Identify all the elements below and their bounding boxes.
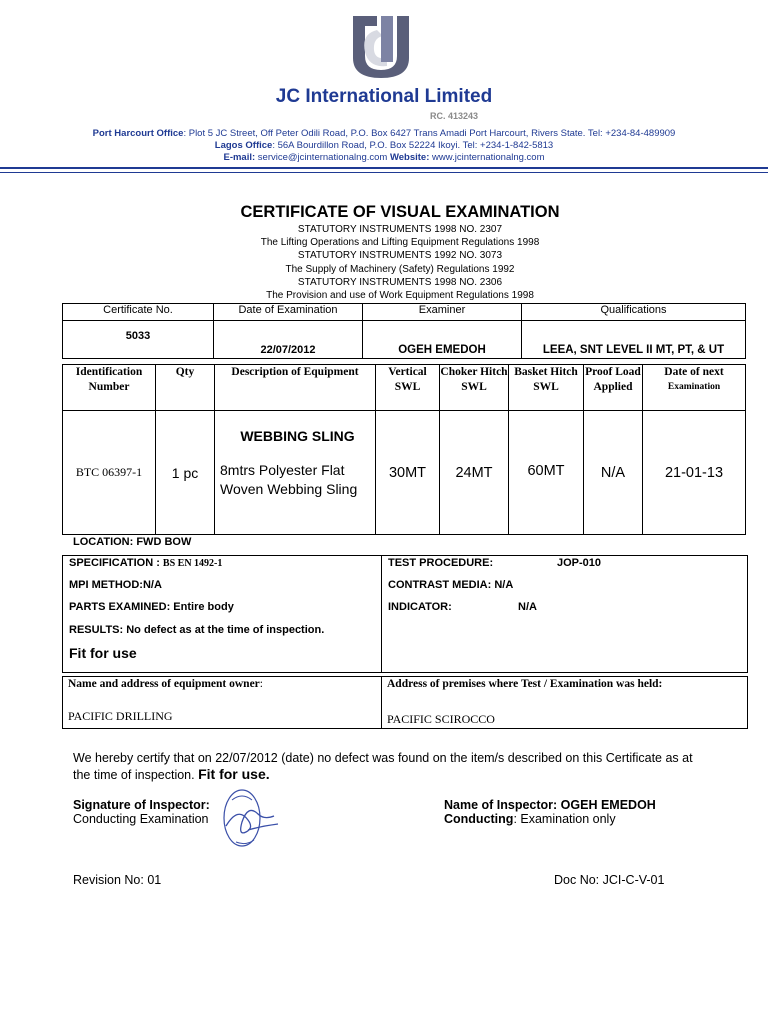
lagos-text: : 56A Bourdillon Road, P.O. Box 52224 Ikoyi. Tel: +234-1-842-5813 [272,140,554,151]
conducting-value: : Examination only [513,812,616,826]
port-harcourt-label: Port Harcourt Office [92,128,184,139]
header-proof-load: Proof Load Applied [584,365,643,411]
company-name: JC International Limited [275,86,493,107]
statute-line: The Lifting Operations and Lifting Equipment Regulations 1998 [260,237,540,248]
equipment-desc-line: Woven Webbing Sling [220,481,358,497]
header-choker-swl: Choker Hitch SWL [440,365,509,411]
header-certificate-no: Certificate No. [63,304,214,321]
header-description: Description of Equipment [215,365,376,411]
spec-box [62,555,748,673]
conducting-label: Conducting [444,812,514,826]
results: RESULTS: No defect as at the time of inspection. [69,624,325,636]
parts-examined: PARTS EXAMINED: Entire body [69,601,234,613]
header-next-exam [643,365,746,411]
equipment-id: BTC 06397-1 [63,411,156,535]
equipment-row [63,411,746,535]
header-next-exam-label: Date of next [664,366,724,378]
statute-line: STATUTORY INSTRUMENTS 1998 NO. 2306 [297,277,503,288]
mpi-method: MPI METHOD:N/A [69,579,162,591]
specification-value: BS EN 1492-1 [162,558,223,569]
certify-line: We hereby certify that on 22/07/2012 (date) no defect was found on the item/s described on this Certificate as at [73,751,693,765]
basket-swl: 60MT [509,411,584,535]
certify-fit-for-use: Fit for use. [198,766,270,782]
equipment-table [62,364,746,535]
port-harcourt-address [0,128,768,140]
contact-line [0,152,768,164]
contrast-media: CONTRAST MEDIA: N/A [388,579,514,591]
header-basket-swl: Basket Hitch SWL [509,365,584,411]
owner-label-text: Name and address of equipment owner [68,678,260,690]
vertical-swl: 30MT [376,411,440,535]
header-examiner: Examiner [363,304,522,321]
header-rule [0,167,768,169]
document-number: Doc No: JCI-C-V-01 [554,873,665,887]
owner-label [68,678,263,690]
certify-text: the time of inspection. [73,768,199,782]
spec-divider [381,556,382,672]
lagos-label: Lagos Office [214,140,273,151]
statute-line: STATUTORY INSTRUMENTS 1992 NO. 3073 [297,250,503,261]
next-exam-date: 21-01-13 [643,411,746,535]
header-qualifications: Qualifications [522,304,746,321]
header-rule-thin [0,172,768,173]
owner-label-colon: : [259,678,263,690]
owner-divider [381,677,382,728]
test-procedure-label: TEST PROCEDURE: [388,557,494,569]
conducting [444,812,616,826]
header-date: Date of Examination [214,304,363,321]
summary-table [62,303,746,359]
statute-line: STATUTORY INSTRUMENTS 1998 NO. 2307 [297,224,503,235]
equipment-desc-line: 8mtrs Polyester Flat [220,462,345,478]
signature-label: Signature of Inspector: [73,798,210,812]
header-vertical-swl: Vertical SWL [376,365,440,411]
owner-box [62,676,748,729]
email-link[interactable]: service@jcinternationalng.com [255,152,390,163]
owner-value: PACIFIC DRILLING [68,709,173,723]
examination-date: 22/07/2012 [214,321,363,359]
equipment-qty: 1 pc [156,411,215,535]
company-logo [347,12,415,80]
choker-swl: 24MT [440,411,509,535]
equipment-type: WEBBING SLING [240,428,355,444]
indicator-label: INDICATOR: [388,601,452,613]
specification-label: SPECIFICATION : [69,557,163,569]
premises-value: PACIFIC SCIROCCO [387,712,495,726]
statute-line: The Provision and use of Work Equipment Regulations 1998 [266,290,534,301]
qualifications: LEEA, SNT LEVEL II MT, PT, & UT [522,321,746,359]
indicator-value: N/A [518,601,537,613]
equipment-description [215,411,376,535]
header-qty: Qty [156,365,215,411]
signature-sub: Conducting Examination [73,812,209,826]
lagos-address [0,140,768,152]
certificate-title: CERTIFICATE OF VISUAL EXAMINATION [240,203,560,221]
inspector-name: Name of Inspector: OGEH EMEDOH [444,798,656,812]
website-label: Website: [389,152,430,163]
header-identification: Identification Number [63,365,156,411]
email-label: E-mail: [223,152,256,163]
certificate-number: 5033 [63,321,214,359]
location: LOCATION: FWD BOW [73,536,192,548]
specification [69,557,222,569]
inspector-signature [218,786,282,852]
proof-load: N/A [584,411,643,535]
header-next-exam-sub: Examination [667,382,721,392]
port-harcourt-text: : Plot 5 JC Street, Off Peter Odili Road, P.O. Box 6427 Trans Amadi Port Harcourt, Rivers State. Tel: +234-84-489909 [183,128,676,139]
website-link[interactable]: www.jcinternationalng.com [429,152,545,163]
premises-label: Address of premises where Test / Examination was held: [387,678,663,690]
test-procedure-value: JOP-010 [557,557,602,569]
revision-number: Revision No: 01 [73,873,162,887]
certify-line-2 [73,766,270,784]
examiner-name: OGEH EMEDOH [363,321,522,359]
result-fit-for-use: Fit for use [69,645,137,661]
statute-line: The Supply of Machinery (Safety) Regulations 1992 [285,264,515,275]
registration-number: RC. 413243 [430,111,479,121]
